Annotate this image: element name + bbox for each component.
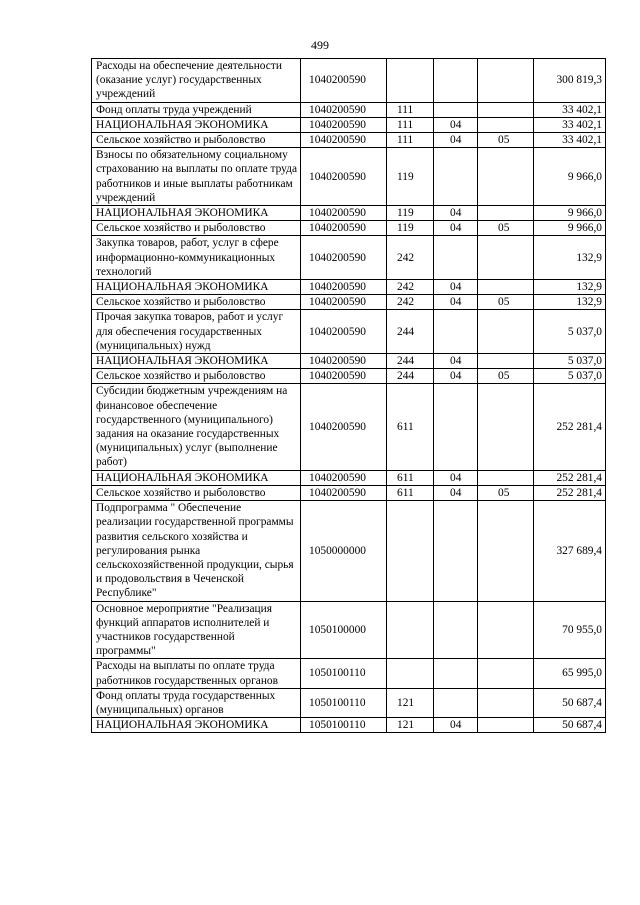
cell-target-code: 1040200590 xyxy=(301,470,387,485)
cell-section: 04 xyxy=(434,470,478,485)
cell-target-code: 1040200590 xyxy=(301,354,387,369)
cell-target-code: 1050100110 xyxy=(301,688,387,717)
cell-section xyxy=(434,59,478,103)
cell-name: Сельское хозяйство и рыболовство xyxy=(92,485,301,500)
cell-expense-type: 244 xyxy=(387,369,434,384)
cell-amount: 33 402,1 xyxy=(534,117,606,132)
cell-expense-type: 611 xyxy=(387,384,434,470)
cell-amount: 252 281,4 xyxy=(534,485,606,500)
cell-expense-type: 119 xyxy=(387,221,434,236)
table-row xyxy=(92,688,606,717)
cell-amount: 5 037,0 xyxy=(534,354,606,369)
cell-subsection xyxy=(478,659,534,688)
cell-subsection xyxy=(478,718,534,733)
cell-expense-type xyxy=(387,659,434,688)
cell-amount: 327 689,4 xyxy=(534,501,606,601)
cell-subsection xyxy=(478,59,534,103)
cell-section xyxy=(434,659,478,688)
cell-section: 04 xyxy=(434,485,478,500)
cell-name: Прочая закупка товаров, работ и услуг для обеспечения государственных (муниципальных) нужд xyxy=(92,310,301,354)
cell-section: 04 xyxy=(434,117,478,132)
cell-target-code: 1040200590 xyxy=(301,485,387,500)
cell-name: НАЦИОНАЛЬНАЯ ЭКОНОМИКА xyxy=(92,718,301,733)
cell-amount: 132,9 xyxy=(534,236,606,280)
cell-amount: 5 037,0 xyxy=(534,310,606,354)
cell-subsection xyxy=(478,501,534,601)
cell-target-code: 1050100000 xyxy=(301,601,387,659)
cell-subsection xyxy=(478,148,534,206)
cell-name: Подпрограмма " Обеспечение реализации государственной программы развития сельского хозяйства и регулирования рынка сельскохозяйственной продукции, сырья и продовольствия в Чеченской Республике" xyxy=(92,501,301,601)
cell-target-code: 1040200590 xyxy=(301,117,387,132)
cell-section: 04 xyxy=(434,206,478,221)
cell-subsection xyxy=(478,280,534,295)
cell-amount: 9 966,0 xyxy=(534,148,606,206)
cell-name: НАЦИОНАЛЬНАЯ ЭКОНОМИКА xyxy=(92,206,301,221)
cell-subsection xyxy=(478,236,534,280)
table-row xyxy=(92,310,606,354)
cell-name: НАЦИОНАЛЬНАЯ ЭКОНОМИКА xyxy=(92,470,301,485)
cell-subsection xyxy=(478,310,534,354)
table-row xyxy=(92,601,606,659)
cell-subsection: 05 xyxy=(478,295,534,310)
cell-section: 04 xyxy=(434,369,478,384)
cell-subsection xyxy=(478,470,534,485)
cell-target-code: 1040200590 xyxy=(301,221,387,236)
cell-subsection xyxy=(478,117,534,132)
cell-target-code: 1040200590 xyxy=(301,148,387,206)
table-row xyxy=(92,102,606,117)
cell-amount: 65 995,0 xyxy=(534,659,606,688)
cell-section: 04 xyxy=(434,718,478,733)
table-row xyxy=(92,133,606,148)
cell-amount: 33 402,1 xyxy=(534,102,606,117)
cell-amount: 132,9 xyxy=(534,280,606,295)
cell-amount: 50 687,4 xyxy=(534,688,606,717)
budget-table xyxy=(91,58,606,733)
cell-section xyxy=(434,236,478,280)
cell-section xyxy=(434,688,478,717)
table-row xyxy=(92,659,606,688)
cell-section xyxy=(434,601,478,659)
table-row xyxy=(92,236,606,280)
cell-expense-type: 111 xyxy=(387,117,434,132)
cell-target-code: 1040200590 xyxy=(301,310,387,354)
table-row xyxy=(92,369,606,384)
cell-expense-type: 242 xyxy=(387,280,434,295)
table-row xyxy=(92,280,606,295)
cell-expense-type: 119 xyxy=(387,206,434,221)
cell-subsection xyxy=(478,688,534,717)
cell-amount: 9 966,0 xyxy=(534,206,606,221)
table-row xyxy=(92,485,606,500)
table-row xyxy=(92,295,606,310)
cell-name: Расходы на выплаты по оплате труда работников государственных органов xyxy=(92,659,301,688)
cell-amount: 33 402,1 xyxy=(534,133,606,148)
cell-section: 04 xyxy=(434,280,478,295)
cell-amount: 300 819,3 xyxy=(534,59,606,103)
cell-name: Субсидии бюджетным учреждениям на финансовое обеспечение государственного (муниципального) задания на оказание государственных (муниципальных) услуг (выполнение работ) xyxy=(92,384,301,470)
cell-name: Сельское хозяйство и рыболовство xyxy=(92,133,301,148)
cell-name: Сельское хозяйство и рыболовство xyxy=(92,369,301,384)
cell-name: Основное мероприятие "Реализация функций аппаратов исполнителей и участников государственной программы" xyxy=(92,601,301,659)
cell-name: Сельское хозяйство и рыболовство xyxy=(92,295,301,310)
cell-name: Закупка товаров, работ, услуг в сфере информационно-коммуникационных технологий xyxy=(92,236,301,280)
cell-expense-type: 244 xyxy=(387,310,434,354)
cell-section xyxy=(434,148,478,206)
cell-expense-type: 242 xyxy=(387,295,434,310)
table-row xyxy=(92,206,606,221)
cell-subsection xyxy=(478,384,534,470)
table-row xyxy=(92,718,606,733)
cell-section: 04 xyxy=(434,295,478,310)
cell-expense-type: 119 xyxy=(387,148,434,206)
cell-section: 04 xyxy=(434,133,478,148)
cell-subsection xyxy=(478,206,534,221)
cell-target-code: 1040200590 xyxy=(301,133,387,148)
cell-target-code: 1040200590 xyxy=(301,236,387,280)
cell-section xyxy=(434,102,478,117)
cell-amount: 132,9 xyxy=(534,295,606,310)
cell-name: Расходы на обеспечение деятельности (оказание услуг) государственных учреждений xyxy=(92,59,301,103)
cell-expense-type: 121 xyxy=(387,688,434,717)
cell-amount: 252 281,4 xyxy=(534,384,606,470)
cell-target-code: 1050100110 xyxy=(301,718,387,733)
cell-expense-type: 611 xyxy=(387,485,434,500)
cell-subsection xyxy=(478,601,534,659)
cell-section: 04 xyxy=(434,221,478,236)
cell-target-code: 1040200590 xyxy=(301,295,387,310)
table-row xyxy=(92,384,606,470)
cell-amount: 70 955,0 xyxy=(534,601,606,659)
cell-amount: 9 966,0 xyxy=(534,221,606,236)
table-row xyxy=(92,354,606,369)
page-number: 499 xyxy=(311,38,329,52)
cell-name: Фонд оплаты труда учреждений xyxy=(92,102,301,117)
cell-target-code: 1040200590 xyxy=(301,102,387,117)
table-row xyxy=(92,470,606,485)
cell-expense-type: 242 xyxy=(387,236,434,280)
cell-target-code: 1040200590 xyxy=(301,369,387,384)
cell-name: Взносы по обязательному социальному страхованию на выплаты по оплате труда работников и иные выплаты работникам учреждений xyxy=(92,148,301,206)
cell-name: НАЦИОНАЛЬНАЯ ЭКОНОМИКА xyxy=(92,354,301,369)
cell-name: Сельское хозяйство и рыболовство xyxy=(92,221,301,236)
cell-target-code: 1040200590 xyxy=(301,384,387,470)
cell-section xyxy=(434,310,478,354)
budget-table-body xyxy=(92,59,606,733)
cell-expense-type: 111 xyxy=(387,133,434,148)
cell-subsection: 05 xyxy=(478,221,534,236)
table-row xyxy=(92,59,606,103)
cell-name: НАЦИОНАЛЬНАЯ ЭКОНОМИКА xyxy=(92,117,301,132)
cell-subsection xyxy=(478,102,534,117)
cell-expense-type: 244 xyxy=(387,354,434,369)
cell-section: 04 xyxy=(434,354,478,369)
table-row xyxy=(92,117,606,132)
cell-expense-type xyxy=(387,59,434,103)
cell-expense-type: 111 xyxy=(387,102,434,117)
cell-amount: 50 687,4 xyxy=(534,718,606,733)
table-row xyxy=(92,501,606,601)
cell-subsection xyxy=(478,354,534,369)
cell-name: Фонд оплаты труда государственных (муниципальных) органов xyxy=(92,688,301,717)
cell-amount: 252 281,4 xyxy=(534,470,606,485)
cell-subsection: 05 xyxy=(478,485,534,500)
cell-target-code: 1040200590 xyxy=(301,206,387,221)
cell-name: НАЦИОНАЛЬНАЯ ЭКОНОМИКА xyxy=(92,280,301,295)
cell-expense-type xyxy=(387,501,434,601)
cell-target-code: 1040200590 xyxy=(301,59,387,103)
cell-expense-type xyxy=(387,601,434,659)
cell-expense-type: 121 xyxy=(387,718,434,733)
cell-target-code: 1040200590 xyxy=(301,280,387,295)
table-row xyxy=(92,221,606,236)
cell-subsection: 05 xyxy=(478,369,534,384)
cell-section xyxy=(434,384,478,470)
cell-target-code: 1050000000 xyxy=(301,501,387,601)
cell-subsection: 05 xyxy=(478,133,534,148)
cell-amount: 5 037,0 xyxy=(534,369,606,384)
table-row xyxy=(92,148,606,206)
cell-section xyxy=(434,501,478,601)
cell-target-code: 1050100110 xyxy=(301,659,387,688)
cell-expense-type: 611 xyxy=(387,470,434,485)
